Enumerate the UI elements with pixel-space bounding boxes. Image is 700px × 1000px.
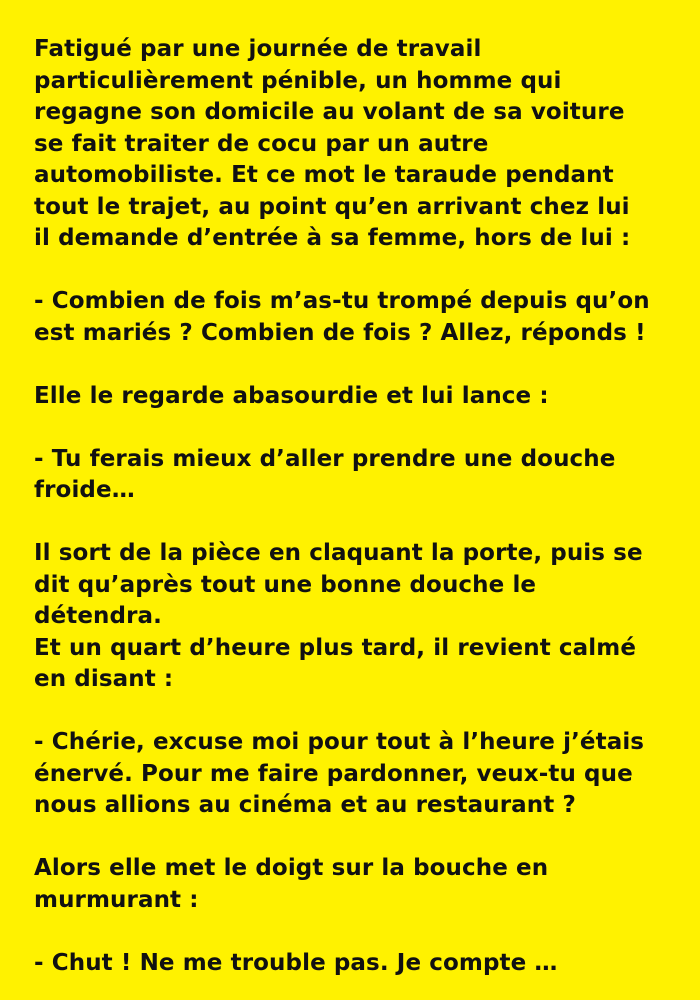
paragraph-punchline bbox=[34, 948, 672, 980]
paragraph-spacer bbox=[34, 916, 672, 948]
paragraph-spacer bbox=[34, 255, 672, 287]
paragraph-wife-reply bbox=[34, 444, 672, 507]
text-line: particulièrement pénible, un homme qui bbox=[34, 67, 562, 94]
text-line: froide… bbox=[34, 477, 135, 503]
text-line: Fatigué par une journée de travail bbox=[34, 36, 482, 62]
text-line: regagne son domicile au volant de sa voiture bbox=[34, 99, 625, 125]
text-line: nous allions au cinéma et au restaurant ? bbox=[34, 792, 576, 818]
paragraph-shower bbox=[34, 538, 672, 696]
text-line: murmurant : bbox=[34, 886, 199, 913]
paragraph-spacer bbox=[34, 507, 672, 539]
paragraph-husband-question bbox=[34, 286, 672, 349]
text-line: - Chut ! Ne me trouble pas. Je compte … bbox=[34, 949, 558, 976]
text-line: Il sort de la pièce en claquant la porte, puis se bbox=[34, 540, 643, 566]
paragraph-whisper bbox=[34, 853, 672, 916]
text-line: - Chérie, excuse moi pour tout à l’heure j’étais bbox=[34, 729, 645, 755]
text-line: Alors elle met le doigt sur la bouche en bbox=[34, 855, 549, 881]
paragraph-spacer bbox=[34, 412, 672, 444]
paragraph-spacer bbox=[34, 696, 672, 728]
text-line: énervé. Pour me faire pardonner, veux-tu que bbox=[34, 760, 633, 787]
text-line: Elle le regarde abasourdie et lui lance : bbox=[34, 382, 549, 409]
paragraph-wife-reaction bbox=[34, 381, 672, 413]
text-line: en disant : bbox=[34, 666, 174, 692]
text-line: se fait traiter de cocu par un autre bbox=[34, 130, 489, 157]
text-line: - Tu ferais mieux d’aller prendre une douche bbox=[34, 445, 616, 472]
text-line: - Combien de fois m’as-tu trompé depuis qu’on bbox=[34, 288, 650, 314]
paragraph-apology bbox=[34, 727, 672, 822]
text-line: il demande d’entrée à sa femme, hors de lui : bbox=[34, 225, 631, 251]
paragraph-spacer bbox=[34, 822, 672, 854]
paragraph-intro bbox=[34, 34, 672, 255]
text-line: dit qu’après tout une bonne douche le bbox=[34, 571, 537, 598]
text-line: est mariés ? Combien de fois ? Allez, réponds ! bbox=[34, 319, 646, 346]
text-line: automobiliste. Et ce mot le taraude pendant bbox=[34, 162, 614, 188]
paragraph-spacer bbox=[34, 349, 672, 381]
text-line: tout le trajet, au point qu’en arrivant chez lui bbox=[34, 193, 630, 220]
text-line: détendra. bbox=[34, 603, 162, 629]
text-line: Et un quart d’heure plus tard, il revient calmé bbox=[34, 634, 637, 661]
